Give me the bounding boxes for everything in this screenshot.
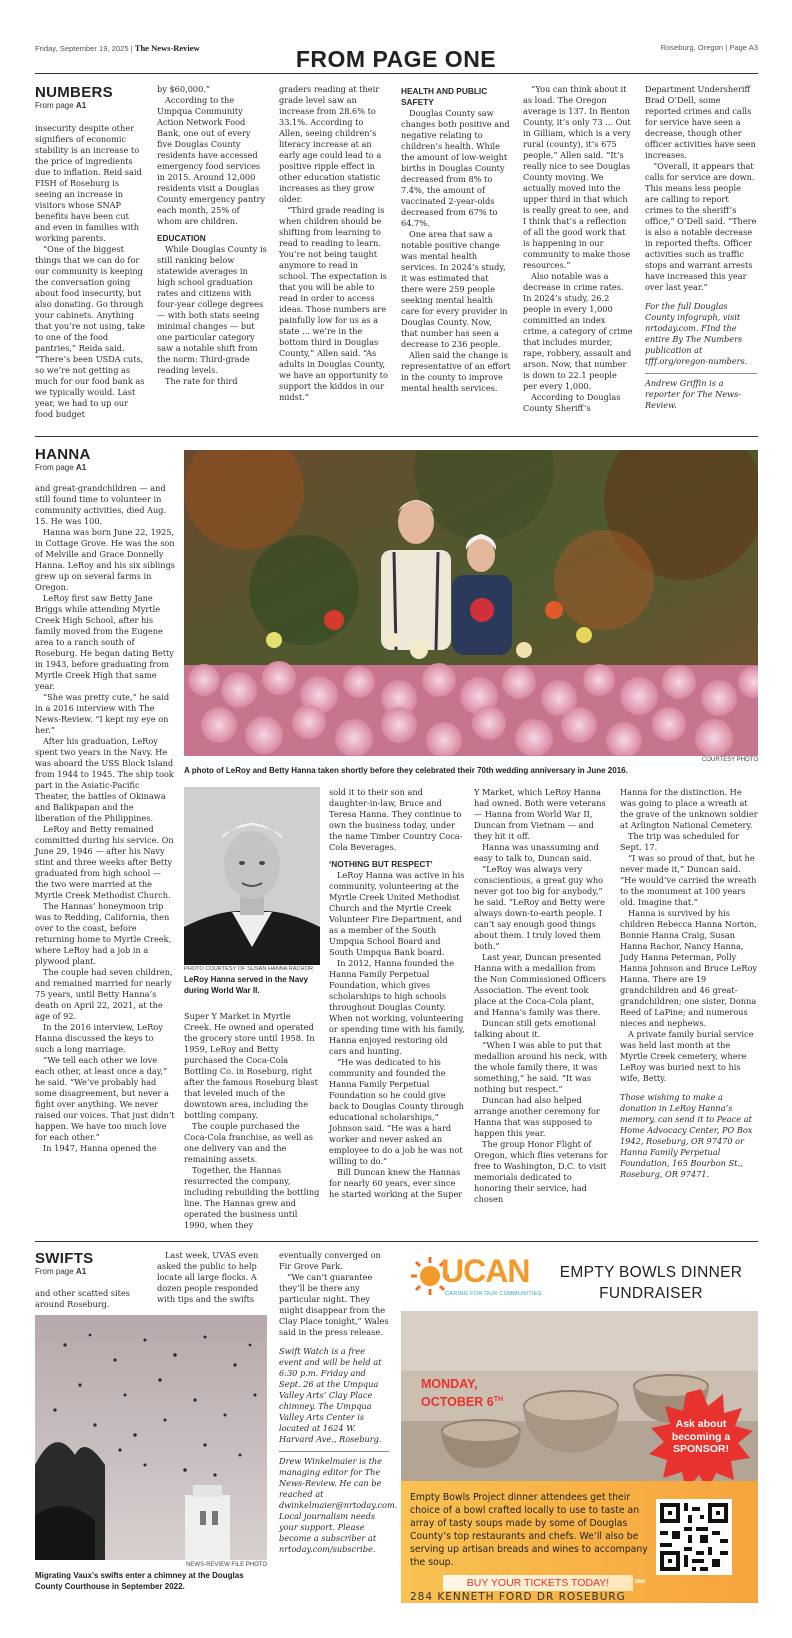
paragraph: Hanna for the distinction. He was going to place a wreath at the grave of the unknown soldier at Arlington National Cemetery. — [620, 787, 758, 830]
section-divider-2 — [35, 1241, 758, 1242]
paragraph: The rate for third — [165, 376, 238, 386]
header-date: Friday, September 19, 2025 — [35, 44, 129, 53]
swifts-illustration — [35, 1315, 267, 1560]
paragraph: Together, the Hannas resurrected the company, including rebuilding the bottling line. The Hannas grew and operated the business until 1990, when they — [184, 1165, 320, 1230]
paragraph: “You can think about it as load. The Oregon average is 137. In Benton County, it’s only 73 ... Out in Gilliam, which is a very rural (county), it’s 675 people,” Allen said. “It’s really nice to see Douglas County moving. We actually moved into the upper third in that which is really great to see, and I think that’s a reflection of all the good work that is happening in our community to make those resources.” — [523, 84, 631, 270]
ucan-wordmark: UCAN — [441, 1253, 530, 1289]
paragraph: Y Market, which LeRoy Hanna had owned. Both were veterans — Hanna from World War II, Duncan from Vietnam — and they hit it off. — [474, 787, 606, 841]
sailor-illustration — [184, 787, 320, 965]
paragraph: The trip was scheduled for Sept. 17. — [620, 831, 740, 852]
hanna-section-header — [35, 446, 175, 472]
chevrons-icon: ››››› — [634, 1576, 644, 1587]
numbers-section-header — [35, 84, 145, 110]
paragraph: “He was dedicated to his community and founded the Hanna Family Perpetual Foundation so he could give back to Douglas County through educational scholarships,” Johnson said. “He was a hard worker and never asked an employee to do a job he was not willing to do.” — [329, 1057, 464, 1166]
paragraph: A private family burial service was held last month at the Myrtle Creek cemetery, where LeRoy was buried next to his wife, Betty. — [620, 1029, 754, 1083]
paragraph: One area that saw a notable positive change was mental health services. In 2024’s study, it was estimated that there were 259 people seeking mental health care for every provider in Douglas County. Now, that number has seen a decrease to 236 people. — [401, 229, 508, 349]
health-subhead: HEALTH AND PUBLIC SAFETY — [401, 86, 488, 107]
hanna-column-3 — [329, 787, 465, 1200]
buy-tickets-button[interactable] — [443, 1575, 633, 1591]
paragraph: LeRoy first saw Betty Jane Briggs while attending Myrtle Creek High School, after his family moved from the Eugene area to a ranch south of Roseburg. He began dating Betty in 1943, before graduating from Myrtle Creek High that same year. — [35, 593, 174, 691]
swifts-heading: SWIFTS — [35, 1250, 94, 1267]
paragraph: In 2012, Hanna founded the Hanna Family Perpetual Foundation, which gives scholarships to high schools throughout Douglas County. When not working, volunteering or spending time with his family, Hanna enjoyed restoring old cars and hunting. — [329, 958, 465, 1056]
ucan-tagline: CARING FOR OUR COMMUNITIES — [445, 1291, 542, 1297]
swifts-section-header — [35, 1250, 145, 1276]
header-divider — [35, 73, 758, 74]
paragraph: Duncan still gets emotional talking about it. — [474, 1018, 596, 1039]
qr-code-icon — [660, 1503, 728, 1571]
event-address: 284 KENNETH FORD DR ROSEBURG — [410, 1591, 626, 1603]
paragraph: “Overall, it appears that calls for service are down. This means less people are calling to report crimes to the sheriff’s office,” O’Dell said. “There is also a notable decrease in reported thefts. Officer activities such as traffic stops and warrant arrests have increased this year over last year.” — [645, 161, 757, 292]
paragraph: Department Undersheriff Brad O’Dell, some reported crimes and calls for service have seen a decrease, though other officer activities have seen increases. — [645, 84, 756, 160]
paragraph: LeRoy Hanna was active in his community, volunteering at the Myrtle Creek United Methodist Church and the Myrtle Creek Volunteer Fire Department, and as a member of the South Umpqua School Board and South Umpqua Bank board. — [329, 870, 465, 957]
sailor-photo-credit: PHOTO COURTESY OF SUSAN HANNA RACHOR — [184, 966, 313, 972]
paragraph: Super Y Market in Myrtle Creek. He owned and operated the grocery store until 1958. In 1959, LeRoy and Betty purchased the Coca-Cola Bottling Co. in Roseburg, right after the famous Roseburg blast that leveled much of the downtown area, including the bottling company. — [184, 1011, 318, 1120]
paragraph: While Douglas County is still ranking below statewide averages in high school graduation rates and citizens with four-year college degrees — with both stats seeing minimal changes — but one particular category saw a notable shift from the norm: Third-grade reading levels. — [157, 244, 267, 375]
editor-bio: Drew Winkelmaier is the managing editor for The News-Review. He can be reached at dwinkelmaier@nrtoday.com. — [279, 1456, 398, 1510]
swifts-column-3 — [279, 1250, 398, 1555]
sailor-photo — [184, 787, 320, 965]
hanna-from: From page A1 — [35, 463, 87, 472]
header-location: Roseburg, Oregon | Page A3 — [660, 43, 758, 52]
paragraph: The couple purchased the Coca-Cola franchise, as well as one delivery van and the remaining assets. — [184, 1121, 314, 1164]
hanna-column-2 — [184, 1011, 320, 1231]
numbers-column-4 — [401, 86, 511, 394]
paragraph: Allen said the change is representative of an effort in the county to improve mental health services. — [401, 350, 511, 393]
paragraph: Douglas County saw changes both positive and negative relating to children’s health. While the amount of low-weight births in Douglas County decreased from 8% to 7.4%, the amount of vaccinated 2-year-olds decreased from 67% to 64.7%. — [401, 108, 510, 228]
numbers-column-2 — [157, 84, 267, 387]
swift-watch-note: Swift Watch is a free event and will be held at 6:30 p.m. Friday and Sept. 26 at the Umpqua Valley Arts’ Clay Place chimney. The Umpqua Valley Arts Center is located at 1624 W. Harvard Ave., Roseburg. — [279, 1346, 382, 1444]
sponsor-burst[interactable] — [646, 1386, 756, 1481]
paragraph: insecurity despite other signifiers of economic stability is an increase to the price of ingredients due to inflation. Reid said FISH of Roseburg is seeing an increase in visitors whose SNAP benefits have been cut and even in families with working parents. — [35, 123, 142, 243]
paragraph: Duncan had also helped arrange another ceremony for Hanna that was supposed to happen this year. — [474, 1095, 600, 1138]
header-date-line: Friday, September 19, 2025 | The News-Review — [35, 43, 200, 53]
paragraph: Hanna was born June 22, 1925, in Cottage Grove. He was the son of Melville and Grace Donnelly Hanna. LeRoy and his six siblings grew up on several farms in Oregon. — [35, 527, 176, 592]
paragraph: “We can’t guarantee they’ll be there any particular night. They might disappear from the Clay Place tonight,” Wales said in the press release. — [279, 1272, 389, 1337]
buy-tickets-label: BUY YOUR TICKETS TODAY! — [466, 1577, 610, 1589]
paragraph: by $60,000.” — [157, 84, 211, 94]
paragraph: and other scatted sites around Roseburg. — [35, 1288, 130, 1309]
paragraph: Hanna is survived by his children Rebecca Hanna Norton, Bonnie Hanna Craig, Susan Hanna Rachor, Nancy Hanna, Judy Hanna Peterman, Polly Hanna Johnson and Bruce LeRoy Hanna. There are 19 grandchildren and 46 great-grandchildren; one sister, Donna Reed of LaPine; and numerous nieces and nephews. — [620, 908, 758, 1028]
swifts-photo — [35, 1315, 267, 1560]
swifts-photo-credit: NEWS-REVIEW FILE PHOTO — [186, 1562, 267, 1568]
numbers-from: From page A1 — [35, 101, 87, 110]
ad-info-panel — [401, 1481, 758, 1603]
swifts-from: From page A1 — [35, 1267, 87, 1276]
ad-body-text: Empty Bowls Project dinner attendees get their choice of a bowl crafted locally to use to taste an array of tasty soups made by some of Douglas County’s top restaurants and chefs. We’ll also be serving up artisan breads and wines to accompany the soup. — [410, 1492, 648, 1568]
paragraph: In 1947, Hanna opened the — [43, 1143, 157, 1153]
ucan-advertisement[interactable] — [401, 1247, 758, 1603]
paragraph: The Hannas’ honeymoon trip was to Redding, California, then over to the coast, before returning home to Myrtle Creek, where LeRoy had a job in a plywood plant. — [35, 901, 172, 966]
hanna-column-1 — [35, 483, 175, 1154]
swifts-photo-caption: Migrating Vaux’s swifts enter a chimney at the Douglas County Courthouse in September 2022. — [35, 1571, 244, 1591]
header-paper: The News-Review — [134, 43, 200, 53]
event-day: MONDAY, — [421, 1377, 478, 1391]
hanna-photo-caption: A photo of LeRoy and Betty Hanna taken shortly before they celebrated their 70th wedding anniversary in June 2016. — [184, 766, 628, 775]
paragraph: sold it to their son and daughter-in-law, Bruce and Teresa Hanna. They continue to own the business today, under the name Timber Country Coca-Cola Beverages. — [329, 787, 463, 852]
paragraph: According to Douglas County Sheriff’s — [523, 392, 621, 413]
hanna-couple-photo — [184, 450, 758, 756]
infograph-note: For the full Douglas County infograph, visit nrtoday.com. FInd the entire By The Numbers publication at tfff.org/oregon-numbers. — [645, 301, 748, 366]
hanna-column-4 — [474, 787, 610, 1205]
paragraph: and great-grandchildren — and still found time to volunteer in community activities, died Aug. 15. He was 100. — [35, 483, 167, 526]
numbers-heading: NUMBERS — [35, 84, 113, 101]
hanna-couple-illustration — [184, 450, 758, 756]
paragraph: The couple had seven children, and remained married for nearly 75 years, until Betty Hanna’s death on April 22, 2021, at the age of 92. — [35, 967, 173, 1021]
subscribe-note: Local journalism needs your support. Please become a subscriber at nrtoday.com/subscribe. — [279, 1511, 377, 1554]
event-date — [421, 1377, 503, 1410]
paragraph: Hanna was unassuming and easy to talk to, Duncan said. — [474, 842, 599, 863]
paragraph: Last year, Duncan presented Hanna with a medallion from the Non Commissioned Officers Association. The event took place at the Coca-Cola plant, and Hanna’s family was there. — [474, 952, 606, 1017]
paragraph: “When I was able to put that medallion around his neck, with the whole family there, it was something,” he said. “It was nothing but respect.” — [474, 1040, 608, 1094]
numbers-byline: Andrew Griffin is a reporter for The News-Review. — [645, 378, 742, 410]
numbers-column-1 — [35, 123, 145, 420]
hanna-heading: HANNA — [35, 446, 91, 463]
paragraph: “LeRoy was always very conscientious, a great guy who never got too big for anybody,” he said. “LeRoy and Betty were always down-to-earth people. I can’t say enough good things about them. I truly loved them both.” — [474, 864, 605, 951]
numbers-column-3 — [279, 84, 389, 403]
paragraph: The group Honor Flight of Oregon, which flies veterans for free to Washington, D.C. to visit memorials dedicated to honoring their service, had chosen — [474, 1139, 608, 1204]
paragraph: “Third grade reading is when children should be shifting from learning to read to reading to learn. You’re not being taught anymore to read in school. The expectation is that you will be able to read in order to access ideas. Those numbers are painfully low for us as a state ... we’re in the bottom third in Douglas County,” Allen said. “As adults in Douglas County, we have an opportunity to support the kiddos in our midst.” — [279, 205, 388, 402]
paragraph: “She was pretty cute,” he said in a 2016 interview with The News-Review. “I kept my eye on her.” — [35, 692, 170, 735]
paragraph: LeRoy and Betty remained committed during his service. On June 29, 1946 — after his Navy stint and three weeks after Betty graduated from high school — the two were married at the Myrtle Creek Methodist Church. — [35, 824, 174, 900]
paragraph: Bill Duncan knew the Hannas for nearly 60 years, ever since he started working at the Super — [329, 1167, 463, 1199]
numbers-column-5 — [523, 84, 633, 414]
donation-note: Those wishing to make a donation in LeRoy Hanna’s memory, can send it to Peace at Home Advocacy Center, PO Box 1942, Roseburg, OR 97470 or Hanna Family Perpetual Foundation, 165 Bourbon St., Roseburg, OR 97471. — [620, 1092, 753, 1179]
paragraph: According to the Umpqua Community Action Network Food Bank, one out of every five Douglas County residents have accessed emergency food services in 2015. Around 12,000 residents visit a Douglas County emergency pantry each month, 25% of whom are children. — [157, 95, 266, 226]
paragraph: Also notable was a decrease in crime rates. In 2024’s study, 26.2 people in every 1,000 committed an index crime, a category of crime that includes murder, rape, robbery, assault and arson. Now, that number is down to 22.1 people per every 1,000. — [523, 271, 633, 391]
numbers-column-6 — [645, 84, 757, 411]
ucan-logo — [409, 1253, 549, 1303]
paragraph: “One of the biggest things that we can do for our community is keeping the conversation going about food insecurity, but also donating. Go through your cabinets. Anything that you’re not using, take to one of the food pantries,” Reida said. “There’s been USDA cuts, so we’re not getting as much for our food bank as we typically would. Last year, we had to up our food budget — [35, 244, 146, 419]
event-date-line: OCTOBER 6TH — [421, 1395, 504, 1410]
paragraph: After his graduation, LeRoy spent two years in the Navy. He was aboard the USS Block Island from 1944 to 1945. The ship took part in the Asiatic-Pacific Theater, the battles of Okinawa and Balikpapan and the liberation of the Philippines. — [35, 736, 174, 823]
paragraph: In the 2016 interview, LeRoy Hanna discussed the keys to such a long marriage. — [35, 1022, 163, 1054]
swifts-column-1 — [35, 1288, 145, 1310]
swifts-column-2 — [157, 1250, 267, 1305]
respect-subhead: ‘NOTHING BUT RESPECT’ — [329, 859, 433, 869]
paragraph: “We tell each other we love each other, at least once a day,” he said. “We’ve probably had some disagreement, but never a fight over anything. We never raised our voices. That just didn’t happen. We have too much love for each other.” — [35, 1055, 175, 1142]
bowls-photo — [401, 1311, 758, 1481]
section-divider-1 — [35, 436, 758, 437]
paragraph: “I was so proud of that, but he never made it,” Duncan said. “He would’ve carried the wreath to the monument at 100 years old. Imagine that.” — [620, 853, 757, 907]
burst-text: Ask about becoming a SPONSOR! — [671, 1418, 731, 1455]
paragraph: eventually converged on Fir Grove Park. — [279, 1250, 381, 1271]
page-title: FROM PAGE ONE — [295, 46, 497, 72]
sailor-photo-caption: LeRoy Hanna served in the Navy during World War II. — [184, 975, 309, 995]
qr-code[interactable] — [656, 1499, 732, 1575]
hanna-photo-credit: COURTESY PHOTO — [701, 757, 758, 763]
paragraph: Last week, UVAS even asked the public to help locate all large flocks. A dozen people responded with tips and the swifts — [157, 1250, 259, 1304]
education-subhead: EDUCATION — [157, 233, 206, 243]
paragraph: graders reading at their grade level saw an increase from 28.6% to 33.1%. According to Allen, seeing children’s literacy increase at an early age could lead to a positive ripple effect in other education statistic increases as they grow older. — [279, 84, 382, 204]
hanna-column-5 — [620, 787, 758, 1180]
ad-headline: EMPTY BOWLS DINNER FUNDRAISER — [559, 1264, 743, 1302]
